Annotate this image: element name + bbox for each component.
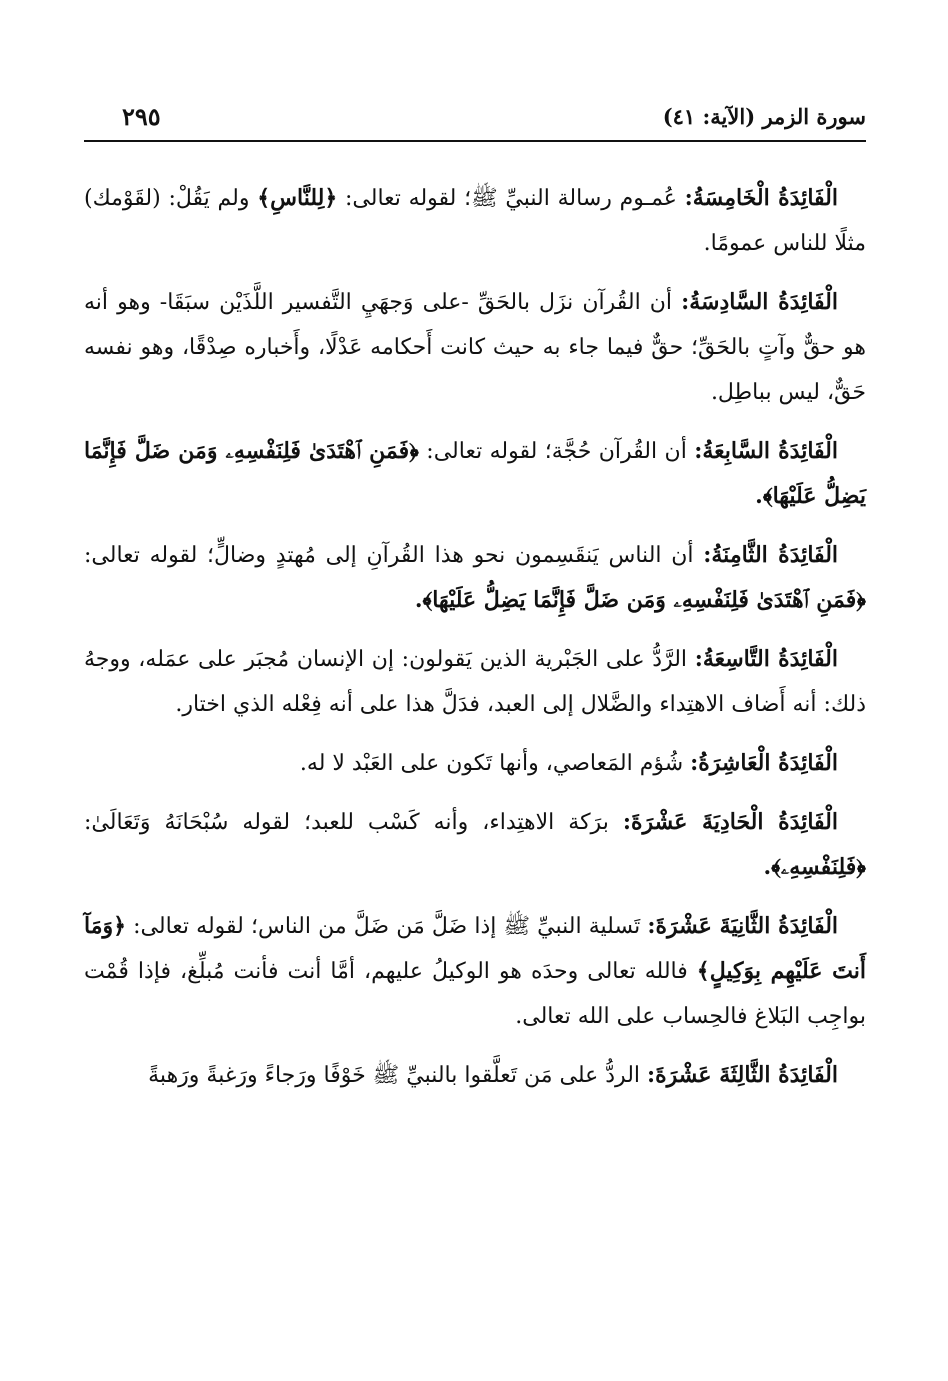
benefit-6 <box>84 280 866 415</box>
page-body <box>84 176 866 1112</box>
benefit-label: الْفَائِدَةُ السَّادِسَةُ: <box>681 289 839 315</box>
benefit-8 <box>84 533 866 623</box>
quran-verse: ﴿لِلنَّاسِ﴾ <box>257 185 338 211</box>
quran-verse: ﴿فَمَنِ ٱهْتَدَىٰ فَلِنَفْسِهِۦ وَمَن ضَلَّ فَإِنَّمَا يَضِلُّ عَلَيْهَا﴾. <box>414 587 866 613</box>
benefit-text: شُؤم المَعاصي، وأنها تَكون على العَبْد لا له. <box>299 751 691 776</box>
quran-verse: ﴿وَمَآ أَنتَ عَلَيْهِم بِوَكِيلٍ﴾ <box>84 913 866 984</box>
benefit-label: الْفَائِدَةُ الثَّالِثَةَ عَشْرَةَ: <box>647 1062 838 1088</box>
page-number: ٢٩٥ <box>122 102 161 131</box>
benefit-label: الْفَائِدَةُ الْحَادِيَةَ عَشْرَةَ: <box>622 809 838 835</box>
benefit-label: الْفَائِدَةُ الْخَامِسَةُ: <box>684 185 838 211</box>
benefit-text: عُمـوم رسالة النبيِّ ﷺ؛ لقوله تعالى: <box>337 186 685 211</box>
benefit-12 <box>84 904 866 1039</box>
quran-verse: ﴿فَمَنِ ٱهْتَدَىٰ فَلِنَفْسِهِۦ وَمَن ضَلَّ فَإِنَّمَا يَضِلُّ عَلَيْهَا﴾. <box>84 438 866 509</box>
benefit-label: الْفَائِدَةُ الثَّانِيَةَ عَشْرَةَ: <box>647 913 839 939</box>
benefit-9 <box>84 637 866 727</box>
quran-verse: ﴿فَلِنَفْسِهِۦ﴾. <box>763 854 866 880</box>
surah-title: سورة الزمر (الآية: ٤١) <box>662 104 866 129</box>
benefit-label: الْفَائِدَةُ الثَّامِنَةُ: <box>703 542 839 568</box>
benefit-text: أن الناس يَنقَسِمون نحو هذا القُرآنِ إلى مُهتدٍ وضالٍّ؛ لقوله تعالى: <box>84 543 704 568</box>
benefit-label: الْفَائِدَةُ السَّابِعَةُ: <box>694 438 838 464</box>
benefit-5 <box>84 176 866 266</box>
benefit-text: برَكة الاهتِداء، وأنه كَسْب للعبد؛ لقوله سُبْحَانَهُ وَتَعَالَىٰ: <box>84 810 623 835</box>
benefit-text: تَسلية النبيِّ ﷺ إذا ضَلَّ مَن ضَلَّ من الناس؛ لقوله تعالى: <box>126 914 648 939</box>
page-header <box>84 100 866 142</box>
benefit-text: أن القُرآن حُجَّة؛ لقوله تعالى: <box>418 439 695 464</box>
benefit-text: الردُّ على مَن تَعلَّقوا بالنبيِّ ﷺ خَوْفًا ورَجاءً ورَغبةً ورَهبةً <box>148 1063 647 1088</box>
benefit-11 <box>84 800 866 890</box>
benefit-7 <box>84 429 866 519</box>
benefit-text: ولم يَقُلْ: (لقَوْمك) مثلًا للناس عمومًا. <box>84 186 866 256</box>
benefit-text: الرَّدُّ على الجَبْرية الذين يَقولون: إن الإنسان مُجبَر على عمَله، ووجهُ ذلك: أنه أَضاف الاهتِداء والضَّلال إلى العبد، فدَلَّ هذا على أنه فِعْله الذي اختار. <box>84 647 866 717</box>
benefit-label: الْفَائِدَةُ التَّاسِعَةُ: <box>694 646 838 672</box>
benefit-label: الْفَائِدَةُ الْعَاشِرَةُ: <box>690 750 838 776</box>
benefit-10 <box>84 741 866 786</box>
benefit-text: أن القُرآن نزَل بالحَقِّ -على وَجهَيِ التَّفسير اللَّذَيْن سبَقَا- وهو أنه هو حقٌّ وآتٍ بالحَقِّ؛ حقٌّ فيما جاء به حيث كانت أَحكامه عَدْلًا، وأَخباره صِدْقًا، وهو نفسه حَقٌّ، ليس بباطِل. <box>84 290 866 405</box>
benefit-13 <box>84 1053 866 1098</box>
benefit-text: فالله تعالى وحدَه هو الوكيلُ عليهم، أمَّا أنت فأنت مُبلِّغ، فإذا قُمْت بواجِب البَلاغ فالحِساب على الله تعالى. <box>84 959 866 1029</box>
